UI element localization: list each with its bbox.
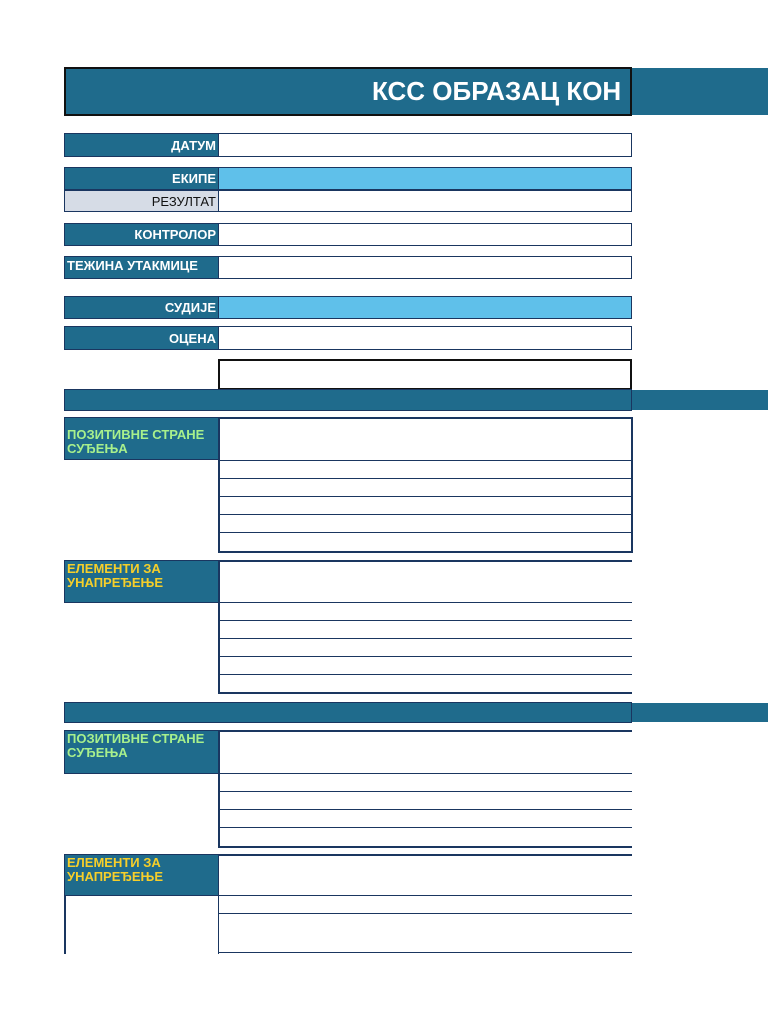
s1-improve-line <box>219 620 632 621</box>
s2-improve-box[interactable] <box>218 854 632 954</box>
s1-positive-line <box>219 514 632 515</box>
controller-field[interactable] <box>218 223 632 246</box>
s2-improve-line <box>219 952 632 953</box>
s2-positive-line <box>219 827 632 828</box>
s1-positive-line <box>219 478 632 479</box>
s1-positive-line <box>219 532 632 533</box>
section-1-bar <box>64 389 632 411</box>
s1-improve-line <box>219 602 632 603</box>
section-1-bar-extension <box>632 390 768 410</box>
s1-improve-line <box>219 638 632 639</box>
teams-field[interactable] <box>218 167 632 190</box>
date-field[interactable] <box>218 133 632 157</box>
page-title: КСС ОБРАЗАЦ КОН <box>372 76 622 106</box>
s2-positive-label: ПОЗИТИВНЕ СТРАНЕ СУЂЕЊА <box>64 730 219 774</box>
s1-improve-line <box>219 656 632 657</box>
left-edge-line <box>64 896 66 954</box>
date-label: ДАТУМ <box>64 133 219 157</box>
section-2-bar <box>64 702 632 723</box>
teams-label: ЕКИПЕ <box>64 167 219 190</box>
s2-positive-line <box>219 809 632 810</box>
s2-positive-box[interactable] <box>218 730 632 848</box>
difficulty-label: ТЕЖИНА УТАКМИЦЕ <box>64 256 219 279</box>
s2-improve-line <box>219 913 632 914</box>
s2-improve-line <box>219 895 632 896</box>
note-box[interactable] <box>218 359 632 390</box>
difficulty-field[interactable] <box>218 256 632 279</box>
title-bar-extension <box>632 68 768 115</box>
rating-label: ОЦЕНА <box>64 326 219 350</box>
referees-label: СУДИЈЕ <box>64 296 219 319</box>
referees-field[interactable] <box>218 296 632 319</box>
rating-field[interactable] <box>218 326 632 350</box>
s1-positive-line <box>219 460 632 461</box>
s2-improve-label: ЕЛЕМЕНТИ ЗА УНАПРЕЂЕЊЕ <box>64 854 219 896</box>
s1-improve-line <box>219 674 632 675</box>
controller-label: КОНТРОЛОР <box>64 223 219 246</box>
result-label: РЕЗУЛТАТ <box>64 190 219 212</box>
result-field[interactable] <box>218 190 632 212</box>
s1-positive-line <box>219 496 632 497</box>
s1-improve-label: ЕЛЕМЕНТИ ЗА УНАПРЕЂЕЊЕ <box>64 560 219 603</box>
section-2-bar-extension <box>632 703 768 722</box>
s2-positive-line <box>219 791 632 792</box>
s2-positive-line <box>219 773 632 774</box>
s1-positive-label: ПОЗИТИВНЕ СТРАНЕ СУЂЕЊА <box>64 417 219 460</box>
